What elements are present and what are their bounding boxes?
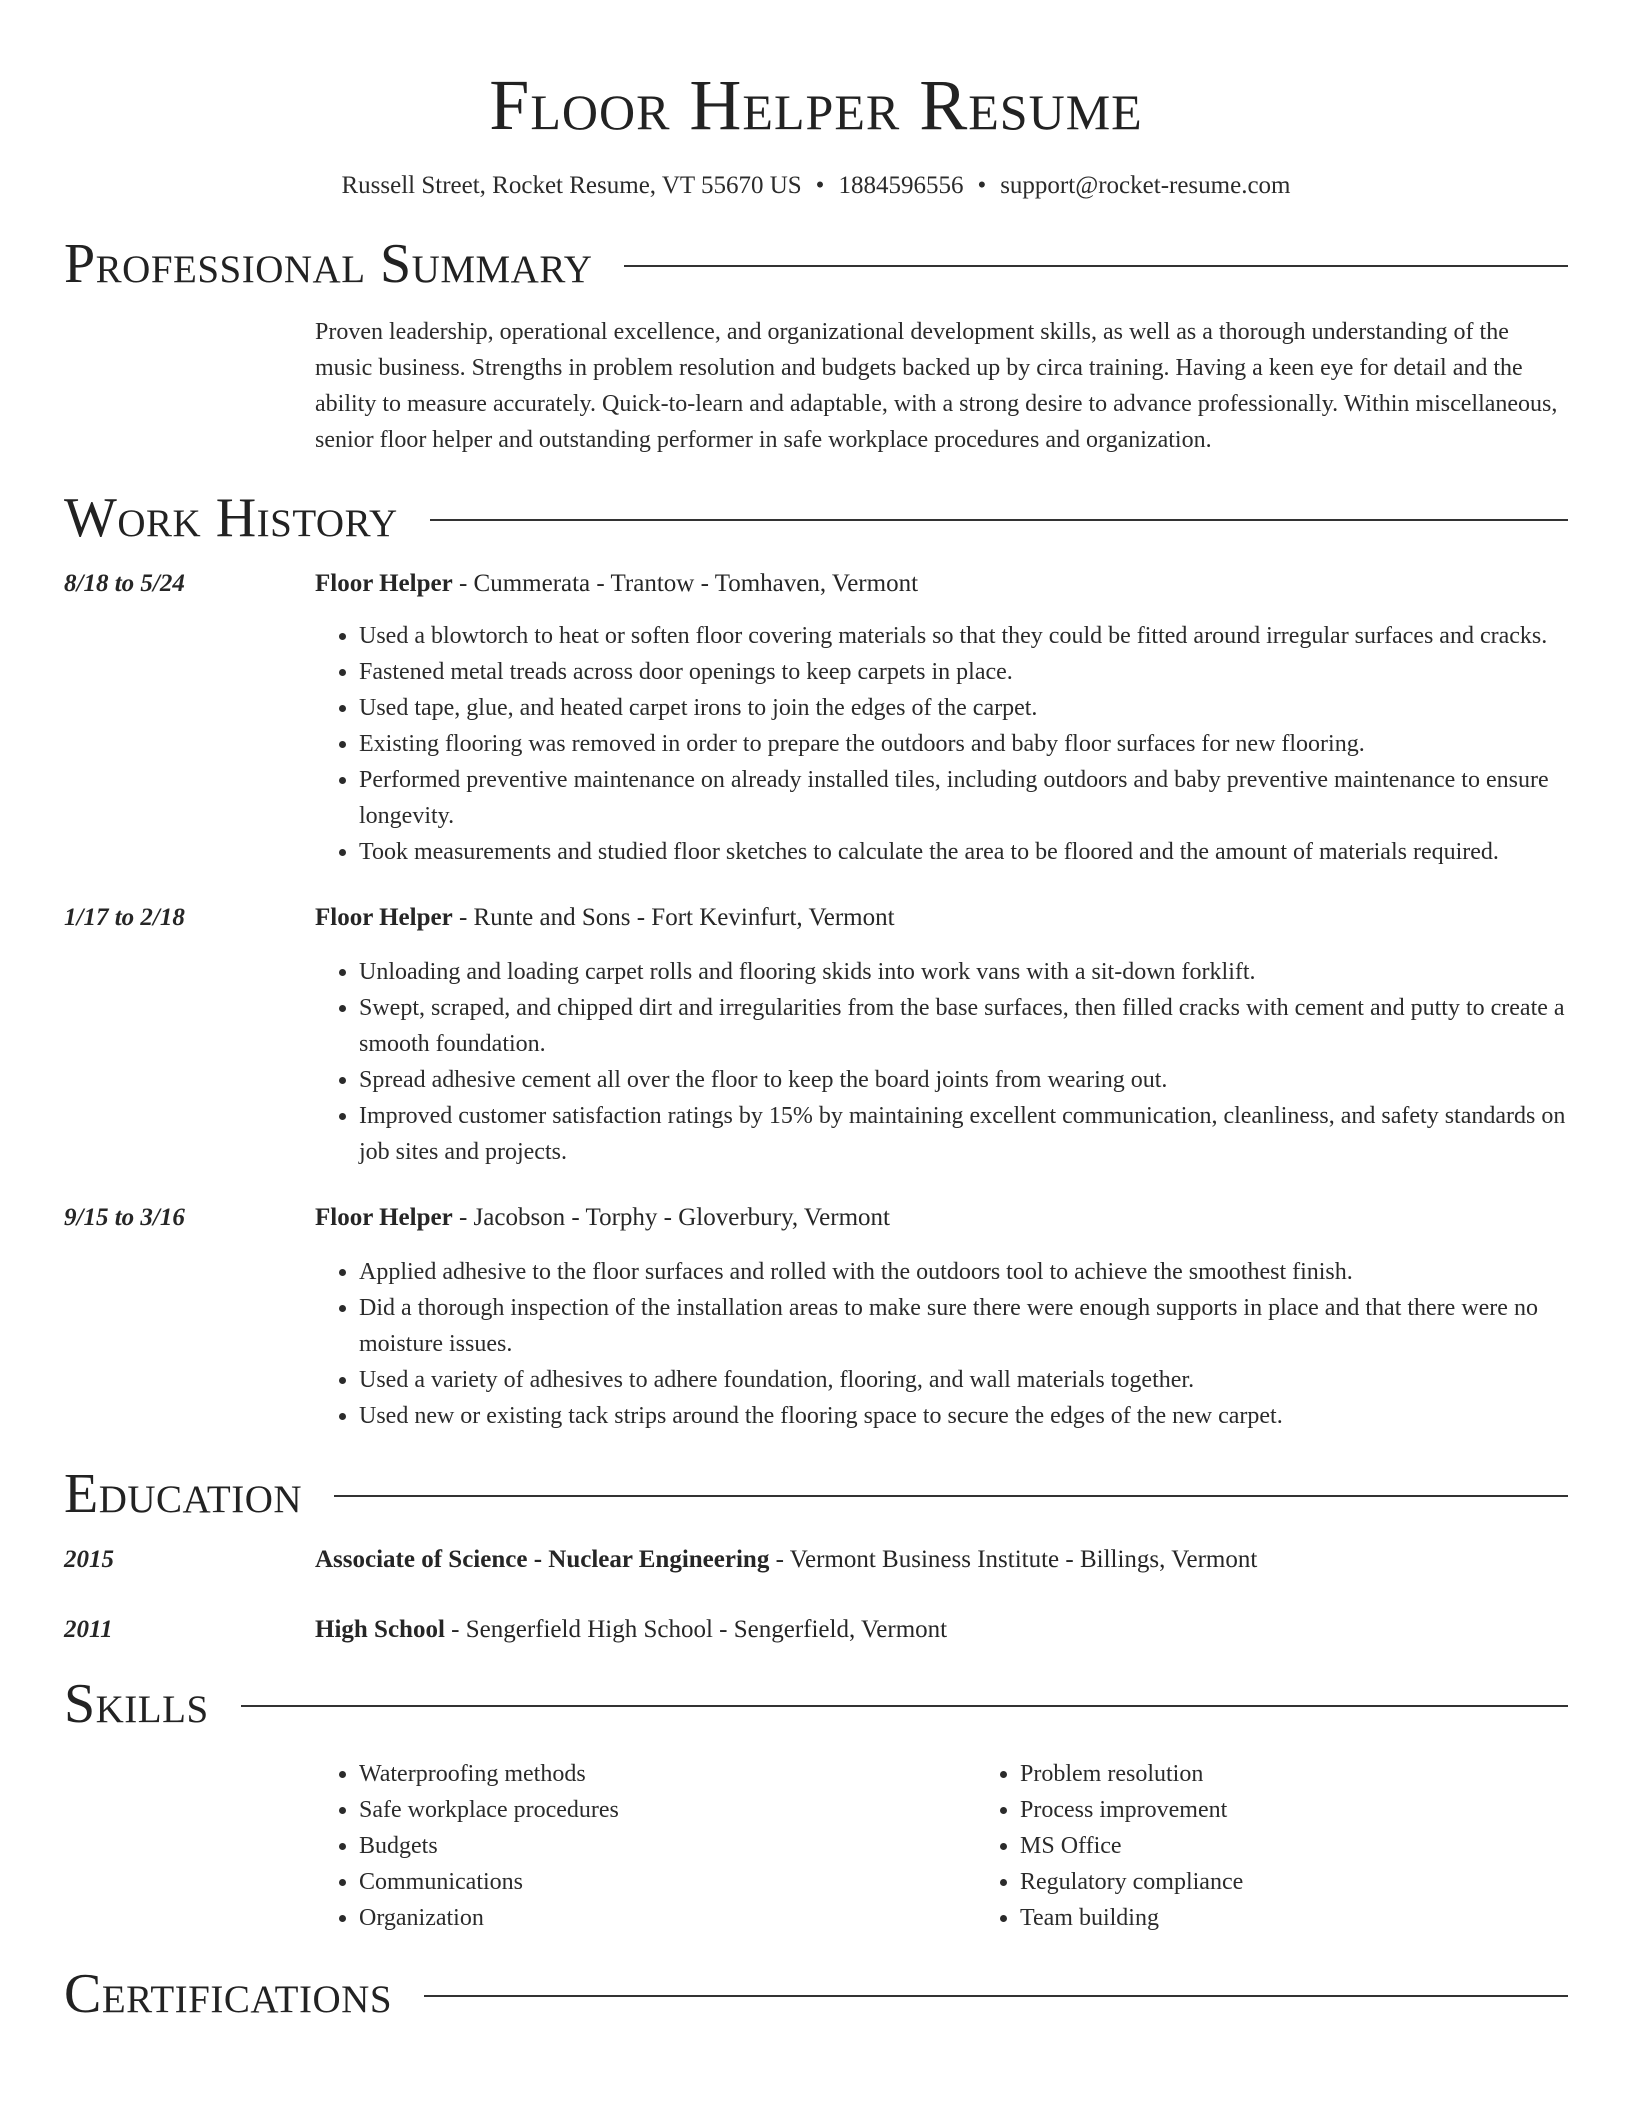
list-item: • Improved customer satisfaction ratings by 15% by maintaining excellent communication, cleanliness, and safety standards on job sites and projects. bbox=[359, 1098, 1568, 1170]
job-title: Floor Helper bbox=[315, 904, 453, 931]
skills-row bbox=[64, 1756, 1568, 1936]
job-employer: - Cummerata - Trantow - Tomhaven, Vermont bbox=[452, 570, 919, 597]
skills-list bbox=[315, 1756, 1632, 1936]
education-degree: High School bbox=[315, 1616, 445, 1643]
list-item: • Existing flooring was removed in order to prepare the outdoors and baby floor surfaces for new flooring. bbox=[359, 726, 1568, 762]
list-item: • MS Office bbox=[1020, 1828, 1632, 1864]
job-bullets bbox=[315, 1254, 1568, 1434]
section-divider bbox=[241, 1705, 1568, 1707]
education-entry bbox=[64, 1612, 1568, 1648]
section-divider bbox=[334, 1495, 1568, 1497]
list-item: • Organization bbox=[359, 1900, 976, 1936]
list-item: • Swept, scraped, and chipped dirt and irregularities from the base surfaces, then filled cracks with cement and putty to create a smooth foundation. bbox=[359, 990, 1568, 1062]
section-title: Skills bbox=[64, 1673, 209, 1735]
job-title: Floor Helper bbox=[315, 1204, 453, 1231]
resume-name: Floor Helper Resume bbox=[489, 65, 1143, 145]
job-title-line bbox=[315, 1200, 1568, 1236]
list-item: • Spread adhesive cement all over the floor to keep the board joints from wearing out. bbox=[359, 1062, 1568, 1098]
list-item: • Team building bbox=[1020, 1900, 1632, 1936]
list-item: • Fastened metal treads across door openings to keep carpets in place. bbox=[359, 654, 1568, 690]
job-employer: - Jacobson - Torphy - Gloverbury, Vermont bbox=[452, 1204, 890, 1231]
job-employer: - Runte and Sons - Fort Kevinfurt, Vermont bbox=[452, 904, 895, 931]
list-item: • Process improvement bbox=[1020, 1792, 1632, 1828]
list-item: • Performed preventive maintenance on already installed tiles, including outdoors and baby preventive maintenance to ensure longevity. bbox=[359, 762, 1568, 834]
education-entry bbox=[64, 1542, 1568, 1578]
list-item: • Used new or existing tack strips around the flooring space to secure the edges of the new carpet. bbox=[359, 1398, 1568, 1434]
education-degree: Associate of Science - Nuclear Engineering bbox=[315, 1546, 770, 1573]
contact-phone: 1884596556 bbox=[838, 172, 964, 199]
job-entry bbox=[64, 1200, 1568, 1434]
list-item: • Used a variety of adhesives to adhere foundation, flooring, and wall materials together. bbox=[359, 1362, 1568, 1398]
job-dates: 8/18 to 5/24 bbox=[64, 570, 185, 597]
list-item: • Used a blowtorch to heat or soften floor covering materials so that they could be fitted around irregular surfaces and cracks. bbox=[359, 618, 1568, 654]
section-title: Certifications bbox=[64, 1963, 393, 2025]
skills-column-left bbox=[315, 1756, 976, 1936]
list-item: • Problem resolution bbox=[1020, 1756, 1632, 1792]
education-year: 2015 bbox=[64, 1546, 114, 1573]
contact-separator: • bbox=[815, 172, 825, 199]
summary-row bbox=[64, 314, 1568, 458]
section-divider bbox=[430, 519, 1568, 521]
job-entry bbox=[64, 900, 1568, 1170]
list-item: • Waterproofing methods bbox=[359, 1756, 976, 1792]
contact-email: support@rocket-resume.com bbox=[1000, 172, 1291, 199]
section-header-education bbox=[64, 1462, 1568, 1526]
summary-text: Proven leadership, operational excellence, and organizational development skills, as well as a thorough understanding of the music business. Strengths in problem resolution and budgets backed up by circa training. Having a keen eye for detail and the ability to measure accurately. Quick-to-learn and adaptable, with a strong desire to advance professionally. Within miscellaneous, senior floor helper and outstanding performer in safe workplace procedures and organization. bbox=[315, 319, 1558, 453]
job-title-line bbox=[315, 566, 1568, 602]
list-item: • Did a thorough inspection of the installation areas to make sure there were enough supports in place and that there were no moisture issues. bbox=[359, 1290, 1568, 1362]
list-item: • Budgets bbox=[359, 1828, 976, 1864]
skills-column-right bbox=[976, 1756, 1632, 1936]
job-bullets bbox=[315, 954, 1568, 1170]
section-divider bbox=[624, 265, 1568, 267]
list-item: • Regulatory compliance bbox=[1020, 1864, 1632, 1900]
job-dates: 1/17 to 2/18 bbox=[64, 904, 185, 931]
contact-line bbox=[64, 170, 1568, 202]
job-title-line bbox=[315, 900, 1568, 936]
job-title: Floor Helper bbox=[315, 570, 453, 597]
section-title: Professional Summary bbox=[64, 233, 593, 295]
contact-address: Russell Street, Rocket Resume, VT 55670 US bbox=[341, 172, 802, 199]
section-divider bbox=[424, 1995, 1568, 1997]
contact-separator: • bbox=[977, 172, 987, 199]
job-entry bbox=[64, 566, 1568, 870]
section-header-work bbox=[64, 486, 1568, 550]
list-item: • Safe workplace procedures bbox=[359, 1792, 976, 1828]
list-item: • Communications bbox=[359, 1864, 976, 1900]
education-school: - Sengerfield High School - Sengerfield, Vermont bbox=[444, 1616, 948, 1643]
job-bullets bbox=[315, 618, 1568, 870]
list-item: • Used tape, glue, and heated carpet irons to join the edges of the carpet. bbox=[359, 690, 1568, 726]
list-item: • Took measurements and studied floor sketches to calculate the area to be floored and the amount of materials required. bbox=[359, 834, 1568, 870]
list-item: • Applied adhesive to the floor surfaces and rolled with the outdoors tool to achieve the smoothest finish. bbox=[359, 1254, 1568, 1290]
education-school: - Vermont Business Institute - Billings, Vermont bbox=[769, 1546, 1258, 1573]
section-header-summary bbox=[64, 232, 1568, 296]
education-year: 2011 bbox=[64, 1616, 113, 1643]
job-dates: 9/15 to 3/16 bbox=[64, 1204, 185, 1231]
section-header-skills bbox=[64, 1672, 1568, 1736]
list-item: • Unloading and loading carpet rolls and flooring skids into work vans with a sit-down forklift. bbox=[359, 954, 1568, 990]
section-header-certifications bbox=[64, 1962, 1568, 2026]
section-title: Work History bbox=[64, 487, 398, 549]
section-title: Education bbox=[64, 1463, 303, 1525]
